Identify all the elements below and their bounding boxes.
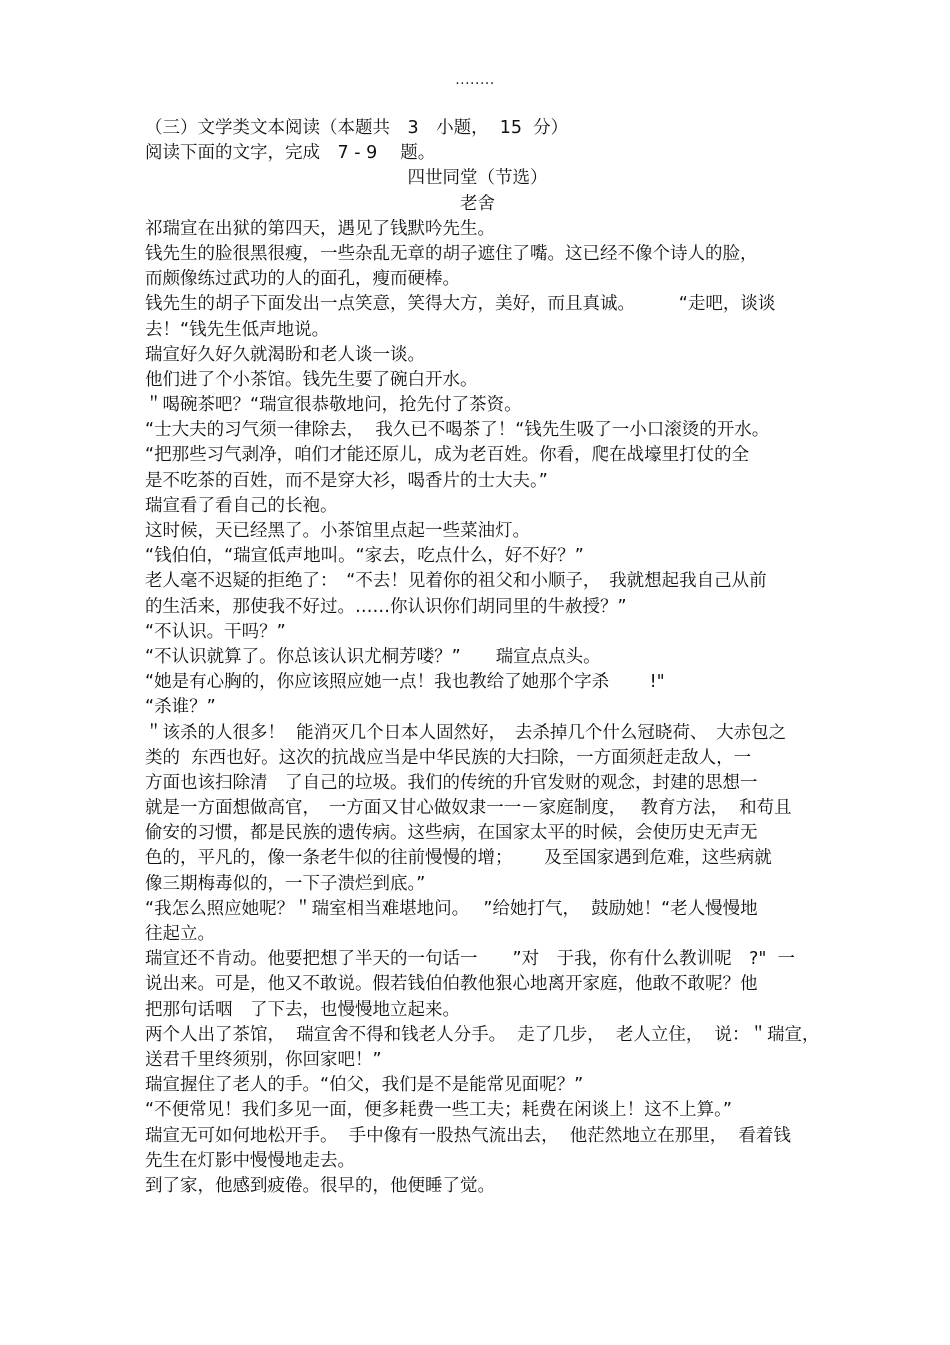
paragraph-line: 说出来。可是，他又不敢说。假若钱伯伯教他狠心地离开家庭，他敢不敢呢？他	[145, 974, 758, 995]
paragraph-line: 往起立。	[145, 924, 215, 944]
article-body	[145, 116, 820, 1199]
paragraph-line: 先生在灯影中慢慢地走去。	[145, 1150, 355, 1171]
paragraph-line: 偷安的习惯，都是民族的遗传病。这些病，在国家太平的时候，会使历史无声无	[145, 823, 758, 844]
paragraph-line: “钱伯伯，“瑞宣低声地叫。“家去，吃点什么，好不好？”	[145, 546, 584, 567]
paragraph-line: 钱先生的脸很黑很瘦，一些杂乱无章的胡子遮住了嘴。这已经不像个诗人的脸，	[145, 243, 758, 264]
paragraph-line: “杀谁？”	[145, 697, 216, 718]
paragraph-line: 送君千里终须别，你回家吧！”	[145, 1049, 382, 1070]
paragraph-line: 把那句话咽 了下去，也慢慢地立起来。	[145, 999, 460, 1020]
paragraph-line: 钱先生的胡子下面发出一点笑意，笑得大方，美好，而且真诚。 “走吧，谈谈	[145, 294, 776, 315]
paragraph-line: 到了家，他感到疲倦。很早的，他便睡了觉。	[145, 1175, 495, 1196]
paragraph-line: 色的，平凡的，像一条老牛似的往前慢慢的增； 及至国家遇到危难，这些病就	[145, 848, 772, 869]
page-header-dots: ........	[455, 72, 495, 88]
paragraph-line: “士大夫的习气须一律除去， 我久已不喝茶了！“钱先生吸了一小口滚烫的开水。	[145, 420, 770, 441]
paragraph-line: 是不吃茶的百姓，而不是穿大衫，喝香片的士大夫。”	[145, 470, 548, 491]
paragraph-line: “我怎么照应她呢？＂瑞室相当难堪地问。 ”给她打气， 鼓励她！“老人慢慢地	[145, 898, 758, 919]
paragraph-line: 瑞宣握住了老人的手。“伯父，我们是不是能常见面呢？”	[145, 1075, 584, 1096]
section-heading: （三）文学类文本阅读（本题共 3 小题， 15 分）	[145, 118, 569, 138]
paragraph-line: 去！“钱先生低声地说。	[145, 319, 330, 340]
paragraph-list	[145, 217, 820, 1199]
paragraph-line: 他们进了个小茶馆。钱先生要了碗白开水。	[145, 369, 478, 390]
paragraph-line: ＂喝碗茶吧？“瑞宣很恭敬地问，抢先付了茶资。	[145, 395, 522, 416]
paragraph-line: 瑞宣看了看自己的长袍。	[145, 495, 338, 516]
paragraph-line: 像三期梅毒似的，一下子溃烂到底。”	[145, 873, 426, 894]
paragraph-line: “不便常见！我们多见一面，便多耗费一些工夫；耗费在闲谈上！这不上算。”	[145, 1100, 732, 1121]
instruction-text: 阅读下面的文字，完成 7 - 9 题。	[145, 143, 436, 164]
paragraph-line: 这时候，天已经黑了。小茶馆里点起一些菜油灯。	[145, 521, 530, 541]
article-title: 四世同堂（节选）	[407, 168, 548, 189]
paragraph-line: 而颇像练过武功的人的面孔，瘦而硬棒。	[145, 269, 460, 290]
paragraph-line: 老人毫不迟疑的拒绝了： “不去！见着你的祖父和小顺子， 我就想起我自己从前	[145, 571, 767, 592]
paragraph-line: 瑞宣无可如何地松开手。 手中像有一股热气流出去， 他茫然地立在那里， 看着钱	[145, 1125, 791, 1146]
paragraph-line: 就是一方面想做高官， 一方面又甘心做奴隶一一－家庭制度， 教育方法， 和苟且	[145, 798, 792, 819]
paragraph-line: 方面也该扫除清 了自己的垃圾。我们的传统的升官发财的观念，封建的思想一	[145, 772, 758, 793]
paragraph-line: ＂该杀的人很多！ 能消灭几个日本人固然好， 去杀掉几个什么冠晓荷、 大赤包之	[145, 722, 787, 743]
paragraph-line: “不认识。干吗？”	[145, 621, 286, 642]
paragraph-line: “她是有心胸的，你应该照应她一点！我也教给了她那个字杀 !"	[145, 672, 665, 693]
paragraph-line: 的生活来，那使我不好过。……你认识你们胡同里的牛赦授？”	[145, 596, 627, 617]
paragraph-line: 瑞宣还不肯动。他要把想了半天的一句话一 ”对 于我，你有什么教训呢 ?" 一	[145, 949, 796, 970]
article-author: 老舍	[460, 193, 495, 214]
paragraph-line: 两个人出了茶馆， 瑞宣舍不得和钱老人分手。 走了几步， 老人立住， 说：＂瑞宣，	[145, 1024, 820, 1045]
paragraph-line: 祁瑞宣在出狱的第四天，遇见了钱默吟先生。	[145, 218, 495, 239]
paragraph-line: “不认识就算了。你总该认识尤桐芳喽？” 瑞宣点点头。	[145, 646, 601, 667]
paragraph-line: 类的 东西也好。这次的抗战应当是中华民族的大扫除，一方面须赶走敌人，一	[145, 747, 752, 768]
paragraph-line: “把那些习气剥净，咱们才能还原儿，成为老百姓。你看，爬在战壕里打仗的全	[145, 445, 750, 466]
paragraph-line: 瑞宣好久好久就渴盼和老人谈一谈。	[145, 344, 425, 365]
